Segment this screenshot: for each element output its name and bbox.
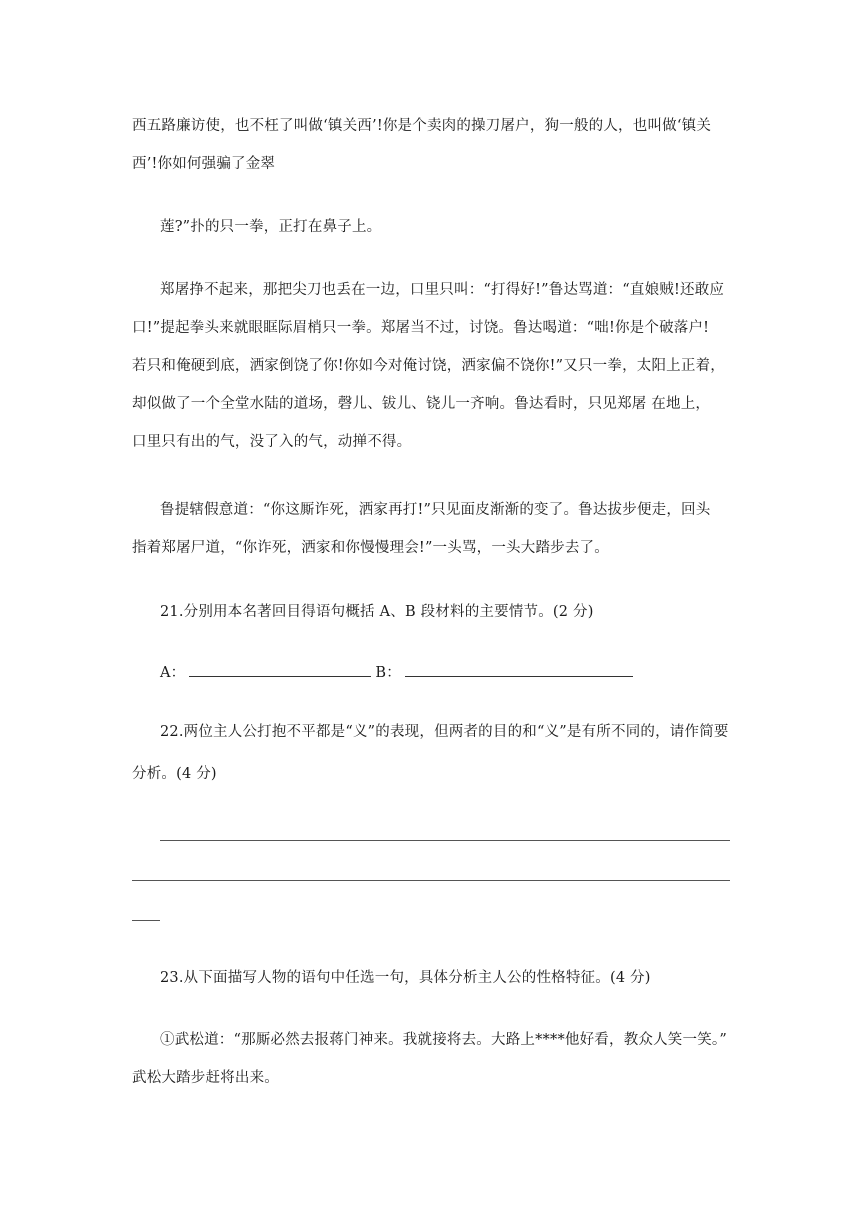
passage-line: 西五路廉访使，也不枉了叫做‘镇关西’!你是个卖肉的操刀屠户，狗一般的人，也叫做‘镇关 (132, 118, 712, 134)
answer-rule[interactable] (132, 920, 160, 921)
question-21: 21.分别用本名著回目得语句概括 A、B 段材料的主要情节。(2 分) (160, 604, 594, 620)
passage-line: 郑屠挣不起来，那把尖刀也丢在一边，口里只叫：“打得好!”鲁达骂道：“直娘贼!还敢应 (160, 282, 725, 298)
question-22-line: 分析。(4 分) (132, 766, 217, 782)
answer-label-a: A： (160, 665, 186, 681)
answer-label-b: B： (375, 665, 401, 681)
passage-line: 鲁提辖假意道：“你这厮诈死，洒家再打!”只见面皮渐渐的变了。鲁达拔步便走，回头 (160, 502, 711, 518)
answer-line-21 (160, 662, 637, 683)
passage-line: 莲?”扑的只一拳，正打在鼻子上。 (160, 219, 382, 235)
answer-rule[interactable] (132, 880, 730, 881)
question-23-option: 武松大踏步赶将出来。 (132, 1070, 279, 1086)
answer-blank-a[interactable] (189, 662, 371, 677)
answer-rule[interactable] (160, 840, 730, 841)
passage-line: 若只和俺硬到底，洒家倒饶了你!你如今对俺讨饶，洒家偏不饶你!”又只一拳，太阳上正着， (132, 358, 725, 374)
question-23-option: ①武松道：“那厮必然去报蒋门神来。我就接将去。大路上****他好看，教众人笑一笑。” (160, 1032, 727, 1048)
passage-line: 口!”提起拳头来就眼眶际眉梢只一拳。郑屠当不过，讨饶。鲁达喝道：“咄!你是个破落户! (132, 320, 710, 336)
question-22-line: 22.两位主人公打抱不平都是“义”的表现，但两者的目的和“义”是有所不同的，请作简要 (160, 724, 729, 740)
passage-line: 却似做了一个全堂水陆的道场，磬儿、钹儿、铙儿一齐响。鲁达看时，只见郑屠 在地上， (132, 396, 711, 412)
passage-line: 口里只有出的气，没了入的气，动掸不得。 (132, 434, 412, 450)
question-23: 23.从下面描写人物的语句中任选一句，具体分析主人公的性格特征。(4 分) (160, 970, 651, 986)
passage-line: 指着郑屠尸道，“你诈死，洒家和你慢慢理会!”一头骂，一头大踏步去了。 (132, 540, 609, 556)
passage-line: 西’!你如何强骗了金翠 (132, 156, 276, 172)
answer-blank-b[interactable] (405, 662, 633, 677)
